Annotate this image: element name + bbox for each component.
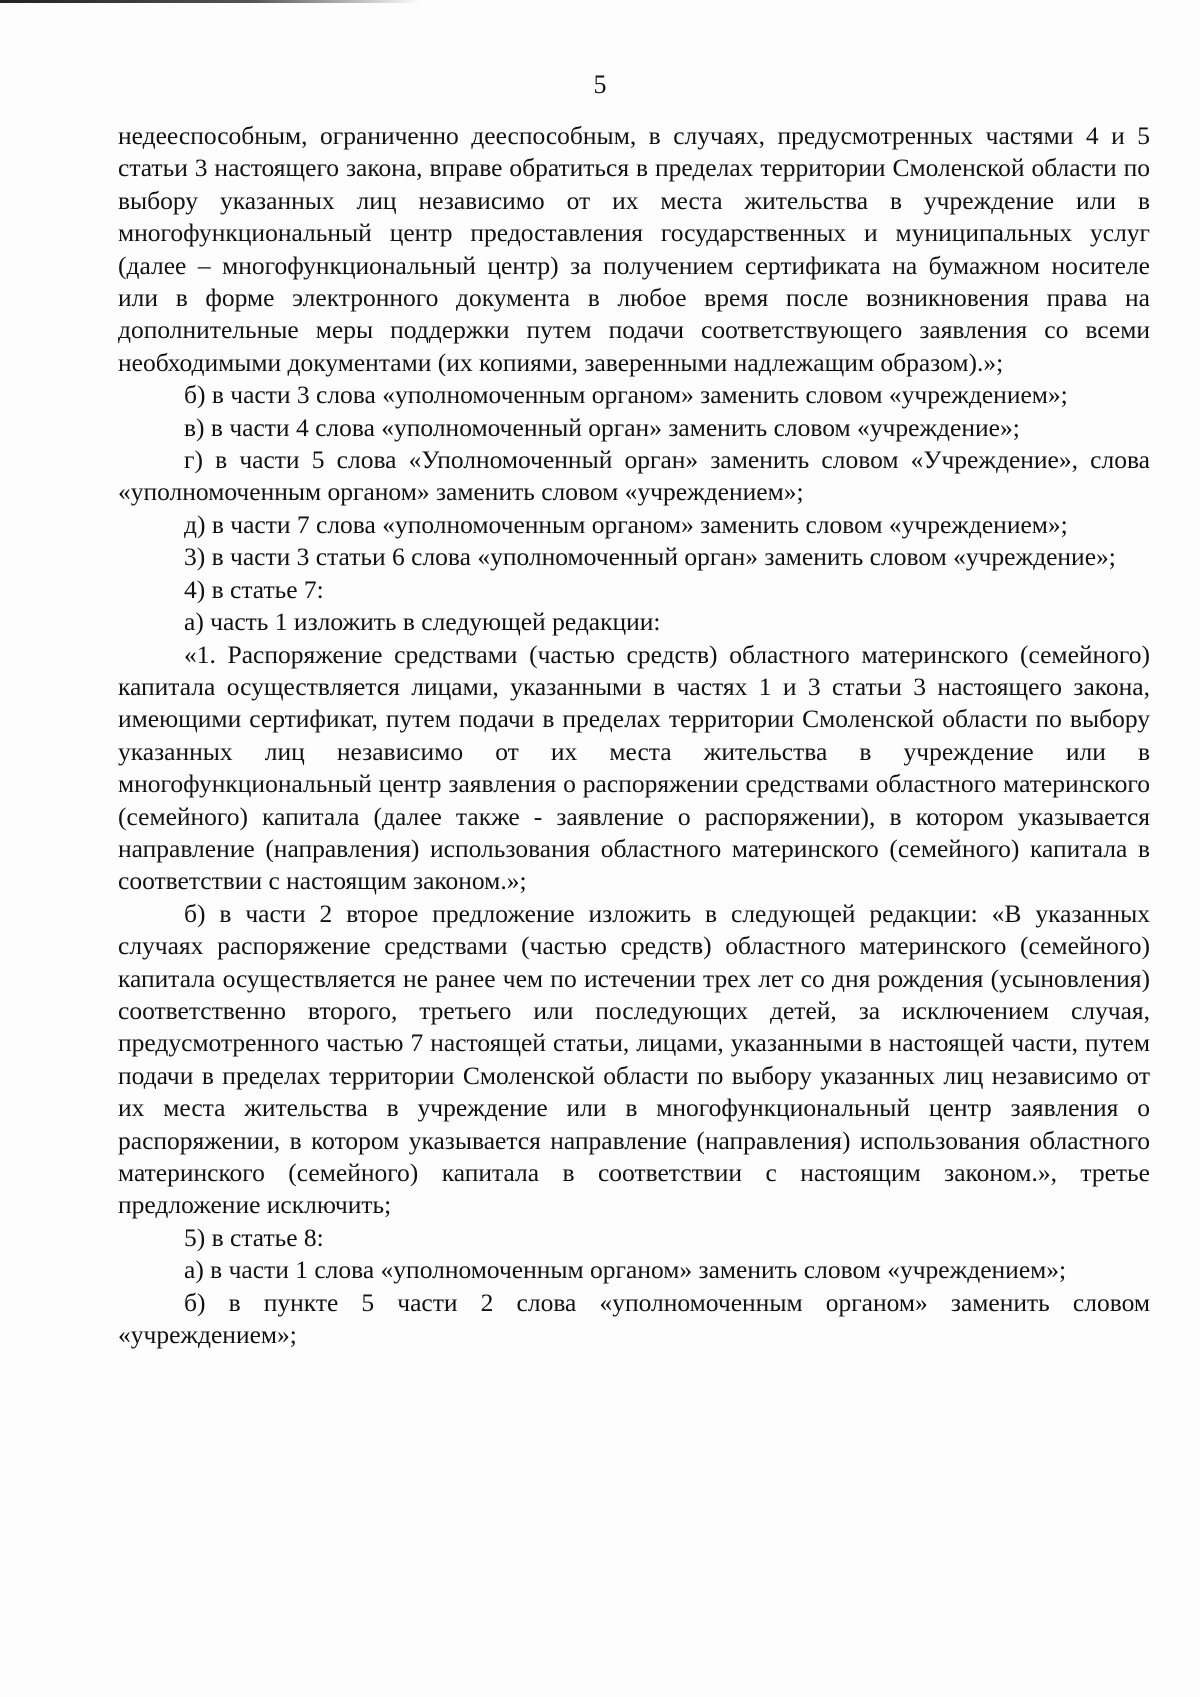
paragraph-quote-part1: «1. Распоряжение средствами (частью средств) областного материнского (семейного) капитала осуществляется лицами, указанными в частях 1 и 3 статьи 3 настоящего закона, имеющими сертификат, путем подачи в пределах территории Смоленской области по выбору указанных лиц независимо от их места жительства в учреждение или в многофункциональный центр заявления о распоряжении средствами областного материнского (семейного) капитала (далее также - заявление о распоряжении), в котором указывается направление (направления) использования областного материнского (семейного) капитала в соответствии с настоящим законом.»; [118,639,1150,896]
page-number: 5 [593,70,607,99]
paragraph-item-5-article8: 5) в статье 8: [184,1222,324,1252]
paragraph-item-b-point5: б) в пункте 5 части 2 слова «уполномоченным органом» заменить словом «учреждением»; [118,1287,1150,1350]
document-body [118,120,1150,1351]
paragraph-item-a-part1-article8: а) в части 1 слова «уполномоченным органом» заменить словом «учреждением»; [184,1255,1067,1285]
paragraph-item-4-article7: 4) в статье 7: [184,574,324,604]
paragraph-item-d-part7: д) в части 7 слова «уполномоченным органом» заменить словом «учреждением»; [184,509,1068,539]
paragraph-item-g-part5: г) в части 5 слова «Уполномоченный орган» заменить словом «Учреждение», слова «уполномоченным органом» заменить словом «учреждением»; [118,445,1150,507]
paragraph-item-v-part4: в) в части 4 слова «уполномоченный орган» заменить словом «учреждение»; [184,412,1020,442]
paragraph-continuation: недееспособным, ограниченно дееспособным, в случаях, предусмотренных частями 4 и 5 статьи 3 настоящего закона, вправе обратиться в пределах территории Смоленской области по выбору указанных лиц независимо от их места жительства в учреждение или в многофункциональный центр предоставления государственных и муниципальных услуг (далее – многофункциональный центр) за получением сертификата на бумажном носителе или в форме электронного документа в любое время после возникновения права на дополнительные меры поддержки путем подачи соответствующего заявления со всеми необходимыми документами (их копиями, заверенными надлежащим образом).»; [118,121,1150,377]
scan-edge-mark [0,0,420,3]
paragraph-item-b-part3: б) в части 3 слова «уполномоченным органом» заменить словом «учреждением»; [184,380,1068,410]
paragraph-item-a-part1: а) часть 1 изложить в следующей редакции: [184,607,661,637]
paragraph-item-b-part2: б) в части 2 второе предложение изложить в следующей редакции: «В указанных случаях распоряжение средствами (частью средств) областного материнского (семейного) капитала осуществляется не ранее чем по истечении трех лет со дня рождения (усыновления) соответственно второго, третьего или последующих детей, за исключением случая, предусмотренного частью 7 настоящей статьи, лицами, указанными в настоящей части, путем подачи в пределах территории Смоленской области по выбору указанных лиц независимо от их места жительства в учреждение или в многофункциональный центр заявления о распоряжении, в котором указывается направление (направления) использования областного материнского (семейного) капитала в соответствии с настоящим законом.», третье предложение исключить; [118,898,1150,1220]
paragraph-item-3-article6: 3) в части 3 статьи 6 слова «уполномоченный орган» заменить словом «учреждение»; [184,542,1116,572]
